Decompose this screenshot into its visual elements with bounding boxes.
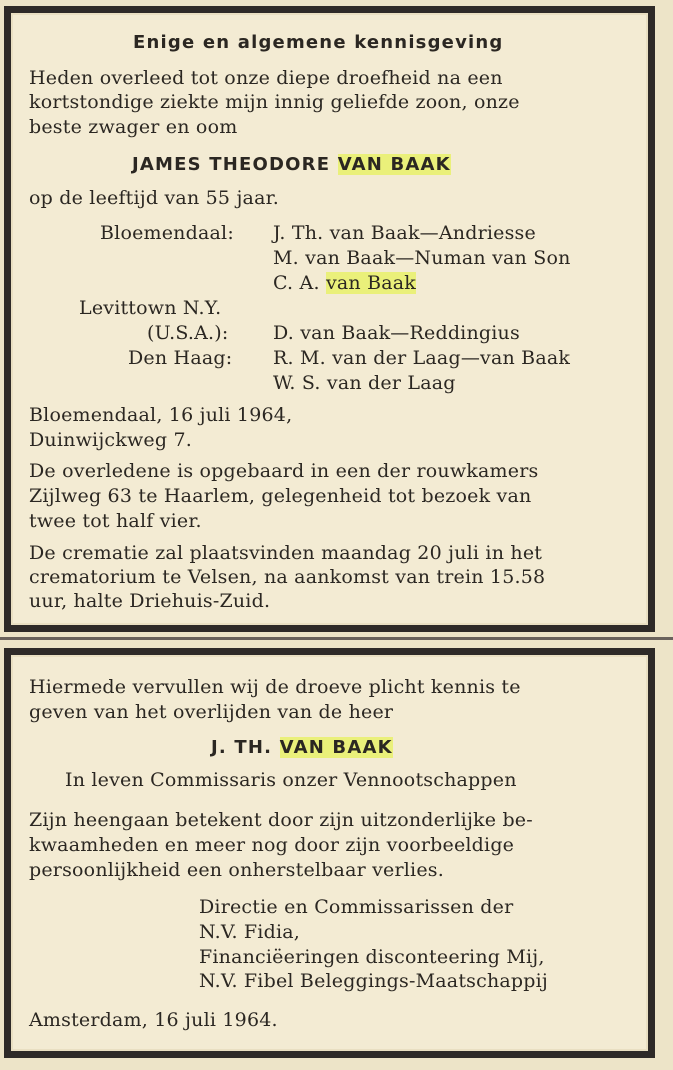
- notice1-date-line-1: Bloemendaal, 16 juli 1964,: [29, 404, 293, 426]
- family-name-3-highlight: van Baak: [325, 272, 417, 294]
- notice1-deceased-name: [132, 153, 451, 177]
- family-name-3-prefix: C. A.: [273, 272, 326, 294]
- notice1-heading: Enige en algemene kennisgeving: [133, 32, 504, 53]
- column-divider: [0, 637, 673, 640]
- notice2-body-line-2: kwaamheden en meer nog door zijn voorbeeldige: [29, 834, 515, 856]
- family-name-1: J. Th. van Baak—Andriesse: [273, 222, 536, 244]
- notice2-signatory-line-1: Directie en Commissarissen der: [199, 896, 514, 918]
- notice2-role-line: In leven Commissaris onzer Vennootschappen: [65, 769, 517, 791]
- notice2-deceased-name: [211, 736, 393, 760]
- family-name-5: R. M. van der Laag—van Baak: [273, 347, 571, 369]
- notice1-viewing-line-1: De overledene is opgebaard in een der rouwkamers: [29, 460, 539, 482]
- notice2-signatory-line-4: N.V. Fibel Beleggings-Maatschappij: [199, 970, 549, 992]
- notice1-viewing-line-2: Zijlweg 63 te Haarlem, gelegenheid tot bezoek van: [29, 485, 532, 507]
- notice1-intro-line-2: kortstondige ziekte mijn innig geliefde zoon, onze: [29, 91, 520, 113]
- notice2-intro-line-1: Hiermede vervullen wij de droeve plicht kennis te: [29, 676, 521, 698]
- notice1-name-surname: VAN BAAK: [337, 154, 451, 175]
- family-place-den-haag: Den Haag:: [128, 347, 233, 369]
- family-place-usa: (U.S.A.):: [147, 322, 229, 344]
- notice1-intro-line-1: Heden overleed tot onze diepe droefheid na een: [29, 67, 503, 89]
- notice2-closing: Amsterdam, 16 juli 1964.: [29, 1009, 278, 1031]
- notice2-signatory-line-3: Financiëeringen disconteering Mij,: [199, 946, 545, 968]
- notice2-name-surname: VAN BAAK: [279, 737, 393, 758]
- family-name-3: [273, 271, 416, 295]
- notice1-age-line: op de leeftijd van 55 jaar.: [29, 187, 280, 209]
- family-place-bloemendaal: Bloemendaal:: [100, 222, 234, 244]
- notice1-cremation-line-1: De crematie zal plaatsvinden maandag 20 juli in het: [29, 542, 543, 564]
- notice1-cremation-line-2: crematorium te Velsen, na aankomst van trein 15.58: [29, 566, 546, 588]
- notice2-name-prefix: J. TH.: [211, 737, 280, 758]
- family-name-6: W. S. van der Laag: [273, 372, 456, 394]
- notice2-body-line-1: Zijn heengaan betekent door zijn uitzonderlijke be-: [29, 809, 533, 831]
- notice2-signatory-line-2: N.V. Fidia,: [199, 921, 300, 943]
- notice1-viewing-line-3: twee tot half vier.: [29, 510, 202, 532]
- notice1-name-prefix: JAMES THEODORE: [132, 154, 338, 175]
- family-name-2: M. van Baak—Numan van Son: [273, 247, 571, 269]
- notice2-intro-line-2: geven van het overlijden van de heer: [29, 701, 394, 723]
- notice2-body-line-3: persoonlijkheid een onherstelbaar verlies.: [29, 859, 444, 881]
- notice1-intro-line-3: beste zwager en oom: [29, 116, 238, 138]
- family-name-4: D. van Baak—Reddingius: [273, 322, 520, 344]
- family-place-levittown: Levittown N.Y.: [79, 297, 222, 319]
- notice1-date-line-2: Duinwijckweg 7.: [29, 429, 193, 451]
- notice1-cremation-line-3: uur, halte Driehuis-Zuid.: [29, 590, 271, 612]
